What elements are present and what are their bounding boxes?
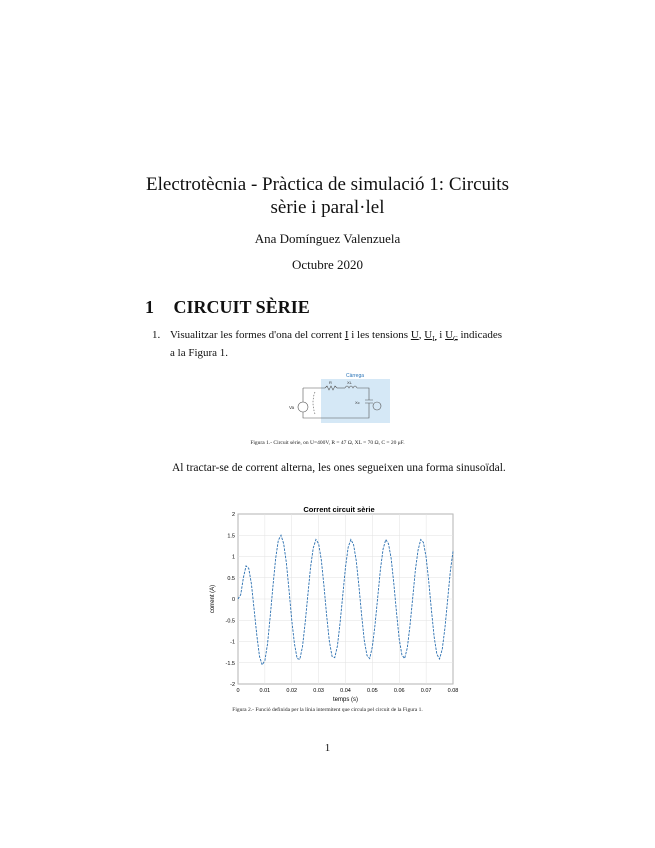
date: Octubre 2020 <box>291 257 364 272</box>
y-tick-label: 1.5 <box>227 533 235 540</box>
source-label: Va <box>289 405 295 410</box>
inductor-label: XL <box>347 380 352 385</box>
title-line-1: Electrotècnia - Pràctica de simulació 1: Circuits <box>146 174 509 195</box>
chart-title: Corrent circuit sèrie <box>303 505 375 514</box>
x-axis-label: temps (s) <box>332 697 359 703</box>
section-number: 1 <box>145 297 154 317</box>
list-item-text: Visualitzar les formes d'ona del corrent I i les tensions U, $U_L$ i $U_C$ indicades a la Figura 1. <box>170 329 503 360</box>
figure-1-circuit <box>285 370 395 426</box>
y-tick-label: -1 <box>230 639 235 646</box>
section-title: CIRCUIT SÈRIE <box>173 297 310 317</box>
y-tick-label: -1.5 <box>225 660 235 667</box>
section-heading <box>145 297 310 318</box>
figure-1-caption: Figura 1.- Circuit sèrie, on U=400V, R = 47 Ω, XL = 70 Ω, C = 20 μF. <box>250 440 405 446</box>
y-tick-label: 0.5 <box>227 575 235 582</box>
figure-2-caption: Figura 2.- Funció definida per la línia intermitent que circula pel circuit de la Figura 1. <box>232 707 423 713</box>
x-tick-label: 0.06 <box>393 688 405 694</box>
symbol-current: I <box>344 329 349 341</box>
y-axis-label: corrent (A) <box>210 584 216 614</box>
x-tick-label: 0.03 <box>313 688 324 694</box>
voltage-source-icon <box>298 402 308 412</box>
list-item <box>152 328 522 360</box>
x-tick-label: 0.05 <box>367 688 378 694</box>
x-tick-label: 0.04 <box>340 688 351 694</box>
y-tick-label: 2 <box>231 512 235 518</box>
symbol-voltage-l: $U_L$ <box>424 329 437 344</box>
title-line-2: sèrie i paral·lel <box>270 197 385 218</box>
symbol-voltage-c: $U_C$ <box>445 329 458 344</box>
paragraph: Al tractar-se de corrent alterna, les ones segueixen una forma sinusoïdal. <box>172 462 506 474</box>
x-tick-label: 0.02 <box>286 688 298 694</box>
x-tick-label: 0.01 <box>259 688 271 694</box>
document-title <box>0 173 655 219</box>
y-tick-label: 1 <box>231 554 235 561</box>
author: Ana Domínguez Valenzuela <box>254 231 401 246</box>
x-tick-label: 0.07 <box>420 688 432 694</box>
y-tick-label: 0 <box>231 597 235 603</box>
figure-2-chart <box>200 500 470 708</box>
y-tick-label: -2 <box>230 682 235 688</box>
x-tick-label: 0.08 <box>447 688 459 694</box>
capacitor-label: Xc <box>355 400 360 405</box>
resistor-label: R <box>329 380 332 385</box>
symbol-voltage: U <box>410 329 419 341</box>
y-tick-label: -0.5 <box>225 618 235 625</box>
list-item-number: 1. <box>152 329 161 341</box>
load-label: Càrrega <box>345 373 365 379</box>
x-tick-label: 0 <box>236 688 240 694</box>
page-number: 1 <box>324 742 331 754</box>
